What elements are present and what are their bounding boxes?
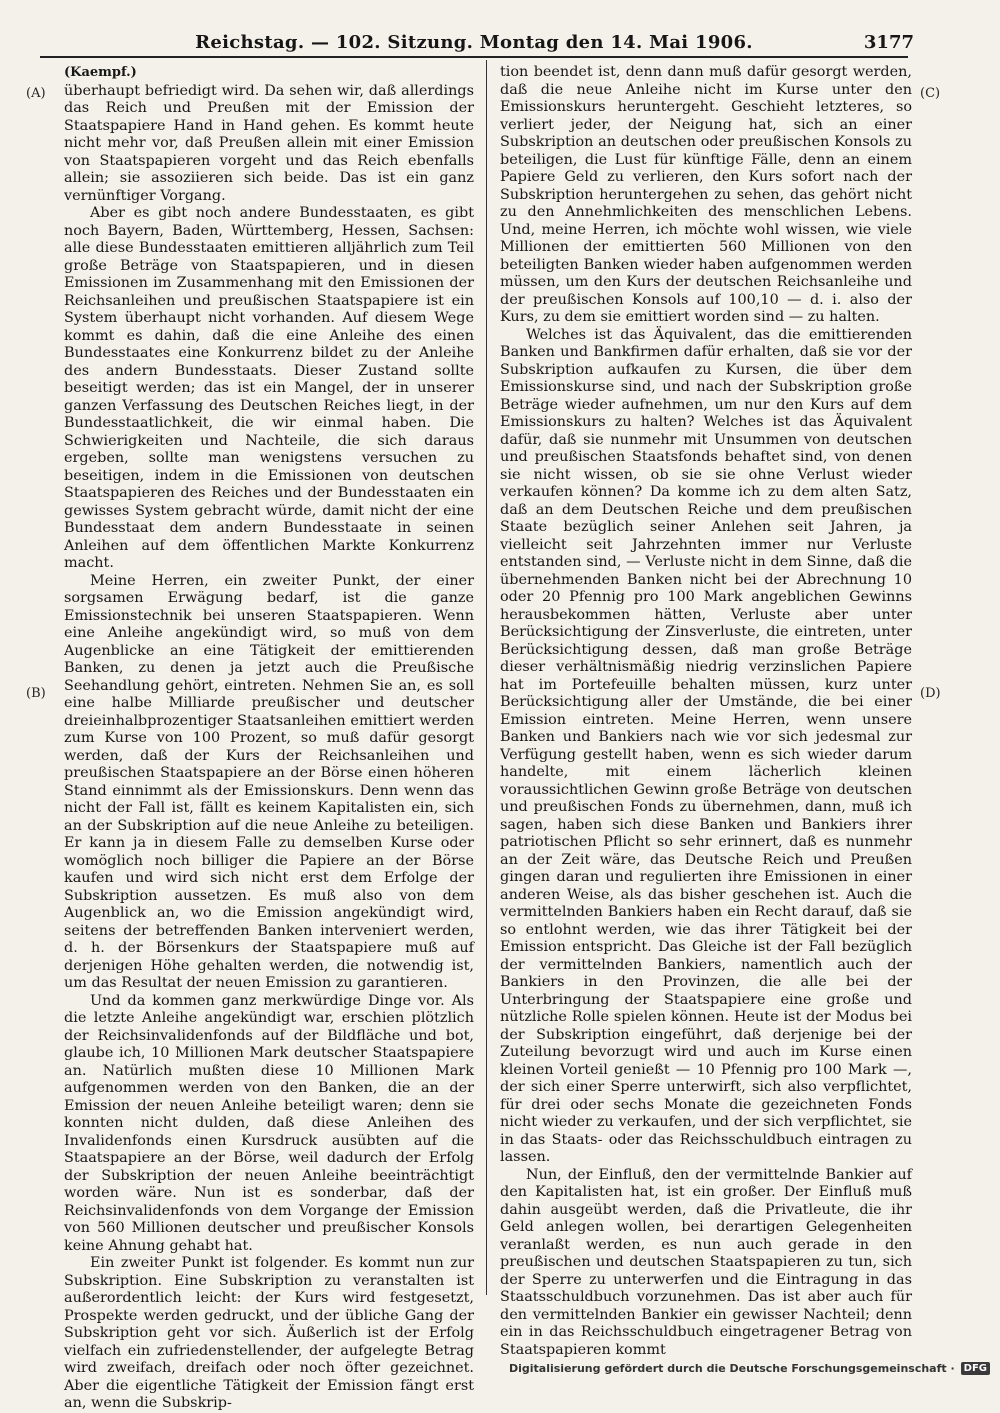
paragraph: überhaupt befriedigt wird. Da sehen wir, daß allerdings das Reich und Preußen mit der Emission der Staatspapiere Hand in Hand gehen. Es kommt heute nicht mehr vor, daß Preußen allein mit einer Emission von Staatspapieren vorgeht und das Reich ebenfalls allein; sie assoziieren sich beide. Das ist ein ganz vernünftiger Vorgang. <box>64 82 474 204</box>
page-header <box>40 32 914 58</box>
paragraph: tion beendet ist, denn dann muß dafür gesorgt werden, daß die neue Anleihe nicht im Kurse unter den Emissionskurs heruntergeht. Geschieht letzteres, so verliert jeder, der Neigung hat, sich an einer Subskription an deutschen oder preußischen Konsols zu beteiligen, die Lust für künftige Fälle, denn an einem Papiere Geld zu verlieren, den Kurs sofort nach der Subskription heruntergehen zu sehen, das gehört nicht zu den Annehmlichkeiten des menschlichen Lebens. Und, meine Herren, ich möchte wohl wissen, wie viele Millionen der emittierten 560 Millionen von den beteiligten Banken wieder haben aufgenommen werden müssen, um den Kurs der deutschen Reichsanleihe und der preußischen Konsols auf 100,10 — d. i. also der Kurs, zu dem sie emittiert worden sind — zu halten. <box>500 64 912 325</box>
paragraph: Welches ist das Äquivalent, das die emittierenden Banken und Bankfirmen dafür erhalten, daß sie vor der Subskription aufkaufen zu Kursen, die über dem Emissionskurse sind, und nach der Subskription große Beträge wieder aufnehmen, um nur den Kurs auf dem Emissionskurs zu halten? Welches ist das Äquivalent dafür, daß sie nunmehr mit Unsummen von deutschen und preußischen Staatsfonds behaftet sind, von denen sie nicht wissen, ob sie sie ohne Verlust wieder verkaufen können? Da komme ich zu dem alten Satz, daß an dem Deutschen Reiche und dem preußischen Staate bezüglich seiner Anlehen seit Jahren, ja vielleicht seit Jahrzehnten immer nur Verluste entstanden sind, — Verluste nicht in dem Sinne, daß die übernehmenden Banken nicht bei der Abrechnung 10 oder 20 Pfennig pro 100 Mark angeblichen Gewinns herausbekommen hätten, Verluste aber unter Berücksichtigung der Zinsverluste, die eintreten, unter Berücksichtigung dessen, daß man große Beträge dieser verhältnismäßig niedrig verzinslichen Papiere hat im Portefeuille behalten müssen, kurz unter Berücksichtigung aller der Umstände, die bei einer Emission eintreten. Meine Herren, wenn unsere Banken und Bankiers nach wie vor sich jedesmal zur Verfügung gestellt haben, wenn es sich wieder darum handelte, mit einem lächerlich kleinen voraussichtlichen Gewinn große Beträge von deutschen und preußischen Fonds zu übernehmen, dann, muß ich sagen, haben sich diese Banken und Bankiers ihrer patriotischen Pflicht so sehr erinnert, daß es nunmehr an der Zeit wäre, das Deutsche Reich und Preußen gingen daran und regulierten ihre Emissionen in einer anderen Weise, als das bisher geschehen ist. Auch die vermittelnden Bankiers haben ein Recht darauf, daß sie so entlohnt werden, wie das ihrer Tätigkeit bei der Emission entspricht. Das Gleiche ist der Fall bezüglich der vermittelnden Bankiers, namentlich auch der Bankiers in den Provinzen, die alle bei der Unterbringung der Staatspapiere eine große und nützliche Rolle spielen können. Heute ist der Modus bei der Subskription eingeführt, daß derjenige bei der Zuteilung bevorzugt wird und auch im Kurse einen kleinen Vorteil genießt — 10 Pfennig pro 100 Mark —, der sich einer Sperre unterwirft, sich also verpflichtet, für drei oder sechs Monate die gezeichneten Fonds nicht wieder zu verkaufen, und der sich verpflichtet, sie in das Staats- oder das Reichsschuldbuch eintragen zu lassen. <box>500 326 912 1165</box>
footer-text: Digitalisierung gefördert durch die Deutsche Forschungsgemeinschaft · <box>508 1362 955 1375</box>
dfg-logo: DFG <box>961 1362 990 1375</box>
paragraph: Aber es gibt noch andere Bundesstaaten, es gibt noch Bayern, Baden, Württemberg, Hessen, Sachsen: alle diese Bundesstaaten emittieren alljährlich zum Teil große Beträge von Staatspapieren, und in diesen Emissionen im Zusammenhang mit den Emissionen der Reichsanleihen und preußischen Staatspapiere ist ein System überhaupt nicht vorhanden. Auf diesem Wege kommt es dahin, daß die eine Anleihe des einen Bundesstaates eine Konkurrenz bildet zu der Anleihe des andern Bundesstaats. Dieser Zustand sollte beseitigt werden; das ist ein Mangel, der in unserer ganzen Verfassung des Deutschen Reiches liegt, in der Bundesstaatlichkeit, die wir einmal haben. Die Schwierigkeiten und Nachteile, die sich daraus ergeben, sollte man wenigstens versuchen zu beseitigen, indem in die Emissionen von deutschen Staatspapieren des Reiches und der Bundesstaaten ein gewisses System gebracht würde, damit nicht der eine Bundesstaat dem andern Bundesstaate in seinen Anleihen auf dem öffentlichen Markte Konkurrenz macht. <box>64 205 474 571</box>
page-number: 3177 <box>863 32 914 53</box>
right-column <box>500 64 912 1358</box>
speaker-name: (Kaempf.) <box>64 65 137 80</box>
left-column <box>64 64 474 1411</box>
margin-marker-a: (A) <box>26 86 46 101</box>
margin-marker-c: (C) <box>920 86 941 101</box>
margin-marker-d: (D) <box>920 686 941 701</box>
digitization-credit <box>509 1362 990 1375</box>
paragraph: Nun, der Einfluß, den der vermittelnde Bankier auf den Kapitalisten hat, ist ein großer. Der Einfluß muß dahin ausgeübt werden, daß die Privatleute, die ihr Geld anlegen wollen, bei derartigen Gelegenheiten veranlaßt werden, es nun auch gerade in den preußischen und deutschen Staatspapieren zu tun, sich der Sperre zu unterwerfen und die Eintragung in das Staatsschuldbuch vorzunehmen. Das ist aber auch für den vermittelnden Bankier ein gewisser Nachteil; denn ein in das Reichsschuldbuch eingetragener Betrag von Staatspapieren kommt <box>500 1166 912 1358</box>
page-title: Reichstag. — 102. Sitzung. Montag den 14. Mai 1906. <box>195 32 753 53</box>
paragraph: Meine Herren, ein zweiter Punkt, der einer sorgsamen Erwägung bedarf, ist die ganze Emissionstechnik bei unseren Staatspapieren. Wenn eine Anleihe angekündigt wird, so muß von dem Augenblicke an eine Tätigkeit der emittierenden Banken, zu denen ja jetzt auch die Preußische Seehandlung gehört, eintreten. Nehmen Sie an, es soll eine halbe Milliarde preußischer und deutscher dreieinhalbprozentiger Staatsanleihen emittiert werden zum Kurse von 100 Prozent, so muß dafür gesorgt werden, daß der Kurs der Reichsanleihen und preußischen Staatspapiere an der Börse einen höheren Stand einnimmt als der Emissionskurs. Denn wenn das nicht der Fall ist, fällt es keinem Kapitalisten ein, sich an der Subskription auf die neue Anleihe zu beteiligen. Er kann ja in diesem Falle zu demselben Kurse oder womöglich noch billiger die Papiere an der Börse kaufen und wird sich nicht erst dem Erfolge der Subskription aussetzen. Es muß also von dem Augenblick an, wo die Emission angekündigt wird, seitens der betreffenden Banken interveniert werden, d. h. der Börsenkurs der Staatspapiere muß auf derjenigen Höhe gehalten werden, die notwendig ist, um das Resultat der neuen Emission zu garantieren. <box>64 572 474 991</box>
margin-marker-b: (B) <box>26 686 46 701</box>
paragraph: Ein zweiter Punkt ist folgender. Es kommt nun zur Subskription. Eine Subskription zu veranstalten ist außerordentlich leicht: der Kurs wird festgesetzt, Prospekte werden gedruckt, und der übliche Gang der Subskription geht vor sich. Äußerlich ist der Erfolg vielfach ein zufriedenstellender, der aufgelegte Betrag wird zweifach, dreifach oder noch öfter gezeichnet. Aber die eigentliche Tätigkeit der Emission fängt erst an, wenn die Subskrip- <box>64 1255 474 1411</box>
column-divider <box>486 60 487 1295</box>
paragraph: Und da kommen ganz merkwürdige Dinge vor. Als die letzte Anleihe angekündigt war, erschien plötzlich der Reichsinvalidenfonds auf der Bildfläche und bot, glaube ich, 10 Millionen Mark deutscher Staatspapiere an. Natürlich mußten diese 10 Millionen Mark aufgenommen werden von den Banken, die an der Emission der neuen Anleihe beteiligt waren; denn sie konnten nicht dulden, daß diese Anleihen des Invalidenfonds einen Kursdruck ausübten auf die Staatspapiere an der Börse, weil dadurch der Erfolg der Subskription der neuen Anleihe beeinträchtigt worden wäre. Nun ist es sonderbar, daß der Reichsinvalidenfonds von dem Vorgange der Emission von 560 Millionen deutscher und preußischer Konsols keine Ahnung gehabt hat. <box>64 992 474 1254</box>
